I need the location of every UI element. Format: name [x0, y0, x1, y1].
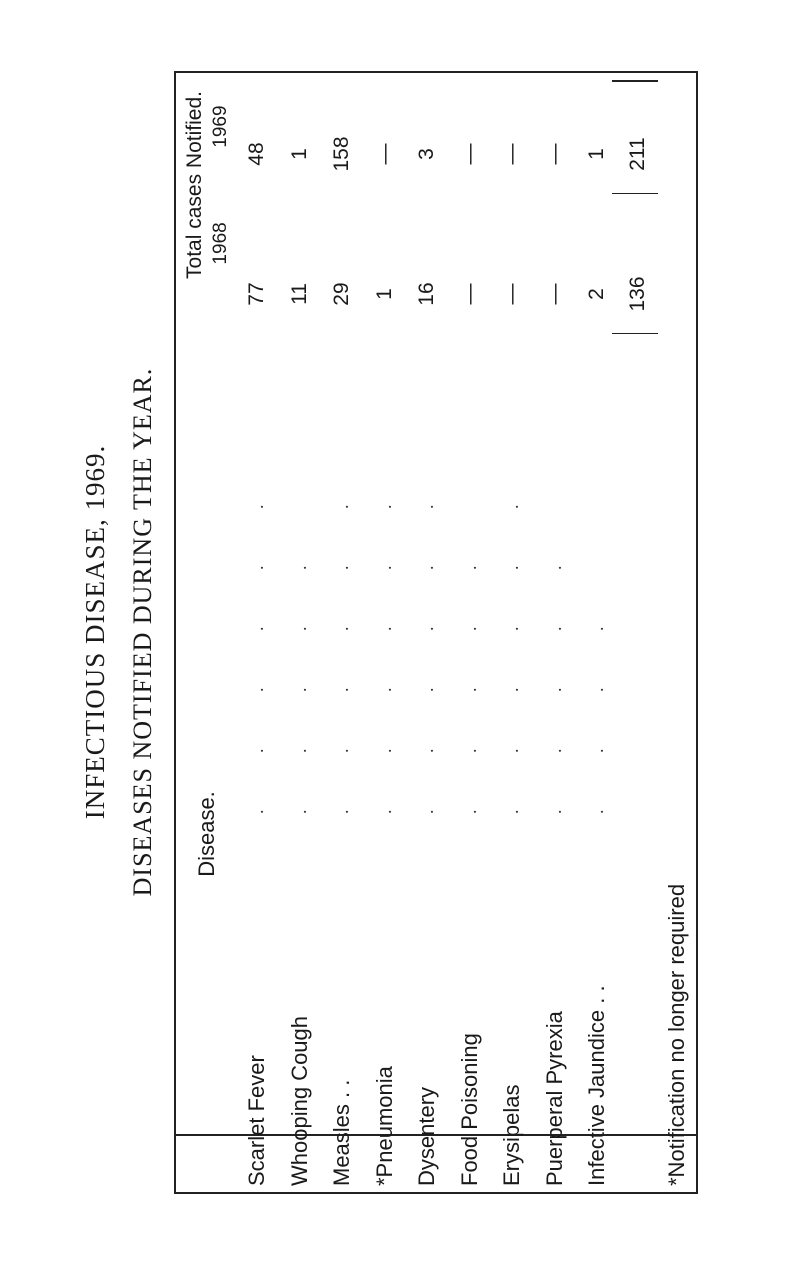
leader-dots: . . . . . .: [417, 478, 437, 814]
value-1968: 11: [287, 283, 311, 305]
leader-dots: . . . . . .: [374, 478, 395, 814]
page-title: INFECTIOUS DISEASE, 1969.: [80, 444, 110, 820]
value-1969: 158: [330, 136, 353, 172]
header-year-1969: 1969: [210, 105, 231, 148]
leader-dots: . . . . .: [289, 539, 310, 814]
header-total-label: Total cases Notified.: [183, 91, 206, 279]
value-1968: —: [457, 283, 481, 305]
leader-dots: . . . . . .: [502, 478, 522, 814]
disease-name: Dysentery: [414, 1086, 439, 1186]
disease-name: Infective Jaundice . .: [584, 985, 609, 1186]
totals-row: [616, 71, 660, 1194]
leader-dots: . . . . . .: [332, 478, 352, 814]
value-1969: 48: [245, 142, 268, 166]
value-1968: 77: [245, 282, 268, 306]
value-1969: 1: [585, 148, 608, 160]
disease-name: Puerperal Pyrexia: [541, 1011, 567, 1186]
footnote: *Notification no longer required: [664, 883, 689, 1186]
value-1969: —: [372, 143, 396, 165]
table-row: [279, 71, 321, 1194]
disease-name: Scarlet Fever: [244, 1055, 269, 1186]
disease-name: Whooping Cough: [286, 1015, 312, 1186]
header-years: [208, 71, 234, 299]
table-row: [534, 71, 576, 1194]
value-1968: 29: [330, 282, 353, 306]
table-row: [321, 71, 363, 1194]
value-1969: 3: [415, 148, 438, 160]
table-row: [449, 71, 491, 1194]
leader-dots: . . . . . .: [247, 478, 267, 814]
leader-dots: . . . . .: [459, 539, 480, 814]
table-row: [491, 71, 533, 1194]
value-1968: —: [542, 283, 566, 305]
disease-name: Food Poisoning: [456, 1033, 482, 1186]
table-row: [364, 71, 406, 1194]
header-year-1968: 1968: [210, 222, 231, 265]
value-1968: —: [500, 283, 523, 305]
value-1968: 1: [372, 288, 396, 300]
disease-table: [174, 71, 698, 1194]
disease-name: Measles . .: [329, 1079, 354, 1186]
table-row: [576, 71, 618, 1194]
disease-name: Erysipelas: [499, 1084, 524, 1186]
page-subtitle: DISEASES NOTIFIED DURING THE YEAR.: [128, 367, 157, 897]
value-1969: —: [457, 143, 481, 165]
leader-dots: . . . . .: [544, 539, 565, 814]
disease-name: *Pneumonia: [371, 1066, 397, 1186]
table-row: [406, 71, 448, 1194]
leader-dots: . . . .: [587, 600, 607, 814]
value-1968: 16: [415, 282, 438, 306]
value-1969: —: [500, 143, 523, 165]
table-row: [236, 71, 278, 1194]
value-1968: 2: [585, 288, 608, 300]
total-1969: 211: [626, 137, 649, 171]
value-1969: 1: [287, 148, 311, 160]
header-disease: Disease.: [194, 791, 219, 877]
total-1968: 136: [626, 276, 649, 312]
value-1969: —: [542, 143, 566, 165]
header-total: [182, 71, 234, 299]
